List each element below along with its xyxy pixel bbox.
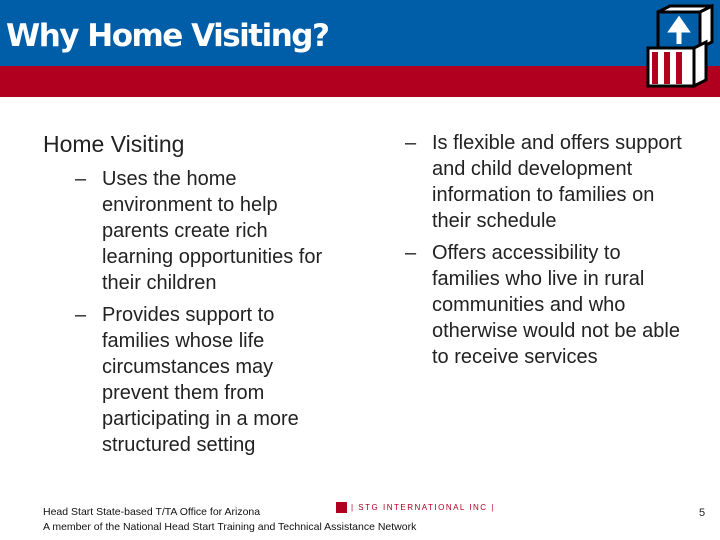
header-band-red: [0, 66, 720, 97]
bullet-item: [322, 130, 682, 234]
slide-title: Why Home Visiting?: [6, 18, 329, 54]
footer-network: A member of the National Head Start Training and Technical Assistance Network: [43, 521, 417, 533]
bullet-text: Uses the home environment to help parents create rich learning opportunities for their children: [102, 168, 323, 294]
page-number: 5: [699, 507, 706, 519]
bullet-item: [42, 302, 342, 458]
dash-bullet-icon: –: [75, 304, 87, 326]
bullet-text: Is flexible and offers support and child development information to families on their schedule: [432, 132, 682, 232]
section-heading: Home Visiting: [43, 131, 185, 157]
bullet-item: [42, 166, 342, 296]
bullet-text: Offers accessibility to families who live in rural communities and who otherwise would not be able to receive services: [432, 242, 680, 368]
dash-bullet-icon: –: [405, 242, 417, 264]
stg-mark-icon: [336, 502, 347, 513]
stg-logo-text: | STG INTERNATIONAL INC |: [351, 503, 495, 512]
bullet-item: [322, 240, 682, 370]
head-start-blocks-logo: [640, 4, 716, 88]
stg-logo: [336, 502, 495, 513]
left-bullet-list: [42, 166, 342, 464]
footer-office: Head Start State-based T/TA Office for Arizona: [43, 506, 261, 518]
right-bullet-list: [322, 130, 682, 376]
dash-bullet-icon: –: [405, 132, 417, 154]
dash-bullet-icon: –: [75, 168, 87, 190]
bullet-text: Provides support to families whose life circumstances may prevent them from participating in a more structured setting: [102, 304, 299, 456]
